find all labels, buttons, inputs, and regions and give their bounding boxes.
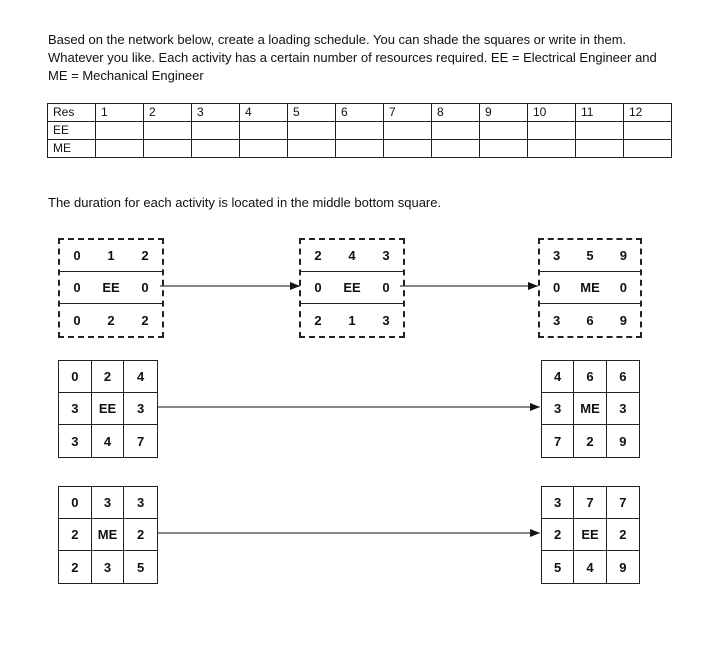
node-top-mid <box>299 238 405 338</box>
node-cell-slack-left: 0 <box>301 272 335 304</box>
node-cell-slack-left: 2 <box>542 519 574 551</box>
header-period-7: 7 <box>384 104 432 122</box>
row-label-ee: EE <box>48 122 96 140</box>
node-cell-late-finish: 3 <box>382 312 390 328</box>
row-label-me: ME <box>48 140 96 158</box>
node-cell-early-start: 3 <box>542 487 574 519</box>
node-mid-left <box>58 360 158 458</box>
node-cell-slack-right: 0 <box>607 272 640 304</box>
node-bot-left <box>58 486 158 584</box>
node-cell-early-finish: 4 <box>124 361 157 393</box>
node-cell-duration-top: 5 <box>573 240 606 272</box>
node-cell-resource: EE <box>574 519 606 551</box>
node-cell-early-start: 4 <box>542 361 574 393</box>
header-period-12: 12 <box>624 104 672 122</box>
header-period-2: 2 <box>144 104 192 122</box>
node-cell-slack-left: 3 <box>59 393 92 425</box>
node-cell-early-start: 0 <box>60 240 94 272</box>
header-period-9: 9 <box>480 104 528 122</box>
node-cell-duration: 1 <box>348 312 356 328</box>
node-cell-early-start: 2 <box>301 240 335 272</box>
node-cell-duration-top: 4 <box>335 240 369 272</box>
header-res: Res <box>48 104 96 122</box>
node-cell-slack-right: 2 <box>124 519 157 551</box>
node-cell-late-start: 5 <box>542 551 574 583</box>
node-cell-duration-top: 1 <box>94 240 128 272</box>
node-cell-late-start: 7 <box>542 425 574 457</box>
header-period-10: 10 <box>528 104 576 122</box>
node-top-right <box>538 238 642 338</box>
node-cell-slack-left: 0 <box>540 272 573 304</box>
instructions-line-2: Whatever you like. Each activity has a certain number of resources required. EE = Electrical Engineer and <box>48 50 657 65</box>
node-cell-slack-right: 2 <box>607 519 639 551</box>
node-cell-slack-right: 3 <box>124 393 157 425</box>
node-cell-resource: ME <box>574 393 606 425</box>
node-cell-duration-top: 6 <box>574 361 606 393</box>
node-cell-early-finish: 6 <box>607 361 639 393</box>
node-cell-early-finish: 7 <box>607 487 639 519</box>
node-cell-resource: EE <box>92 393 125 425</box>
node-cell-late-start: 2 <box>59 551 92 583</box>
node-cell-resource: ME <box>573 272 606 304</box>
node-cell-duration: 4 <box>574 551 606 583</box>
node-cell-resource: EE <box>94 272 128 304</box>
node-cell-duration-top: 3 <box>92 487 125 519</box>
duration-note: The duration for each activity is located in the middle bottom square. <box>48 195 442 210</box>
node-bot-right <box>541 486 640 584</box>
node-cell-duration: 2 <box>107 312 115 328</box>
header-period-8: 8 <box>432 104 480 122</box>
node-cell-late-finish: 9 <box>619 312 627 328</box>
node-cell-duration-top: 2 <box>92 361 125 393</box>
node-cell-slack-left: 2 <box>59 519 92 551</box>
node-top-left <box>58 238 164 338</box>
node-cell-duration-top: 7 <box>574 487 606 519</box>
node-cell-slack-right: 3 <box>607 393 639 425</box>
node-cell-duration: 3 <box>92 551 125 583</box>
node-cell-slack-left: 3 <box>542 393 574 425</box>
header-period-4: 4 <box>240 104 288 122</box>
header-period-6: 6 <box>336 104 384 122</box>
node-cell-resource: ME <box>92 519 125 551</box>
header-period-11: 11 <box>576 104 624 122</box>
node-cell-duration: 2 <box>574 425 606 457</box>
node-cell-late-start: 3 <box>553 312 561 328</box>
node-cell-slack-right: 0 <box>128 272 162 304</box>
node-cell-early-finish: 9 <box>607 240 640 272</box>
header-period-3: 3 <box>192 104 240 122</box>
node-cell-early-finish: 3 <box>369 240 403 272</box>
node-cell-early-start: 0 <box>59 487 92 519</box>
node-cell-late-start: 0 <box>73 312 81 328</box>
node-cell-late-start: 3 <box>59 425 92 457</box>
node-cell-early-finish: 2 <box>128 240 162 272</box>
node-cell-early-start: 0 <box>59 361 92 393</box>
header-period-5: 5 <box>288 104 336 122</box>
node-cell-late-finish: 5 <box>137 559 145 575</box>
node-cell-late-finish: 9 <box>619 433 627 449</box>
node-cell-duration: 6 <box>586 312 594 328</box>
instructions-line-3: ME = Mechanical Engineer <box>48 68 204 83</box>
node-cell-late-finish: 9 <box>619 559 627 575</box>
node-cell-resource: EE <box>335 272 369 304</box>
node-cell-early-finish: 3 <box>124 487 157 519</box>
node-cell-late-finish: 7 <box>137 433 145 449</box>
node-cell-slack-left: 0 <box>60 272 94 304</box>
node-mid-right <box>541 360 640 458</box>
node-cell-late-finish: 2 <box>141 312 149 328</box>
instructions-line-1: Based on the network below, create a loading schedule. You can shade the squares or write in them. <box>48 32 627 47</box>
node-cell-slack-right: 0 <box>369 272 403 304</box>
node-cell-late-start: 2 <box>314 312 322 328</box>
header-period-1: 1 <box>96 104 144 122</box>
node-cell-duration: 4 <box>92 425 125 457</box>
node-cell-early-start: 3 <box>540 240 573 272</box>
